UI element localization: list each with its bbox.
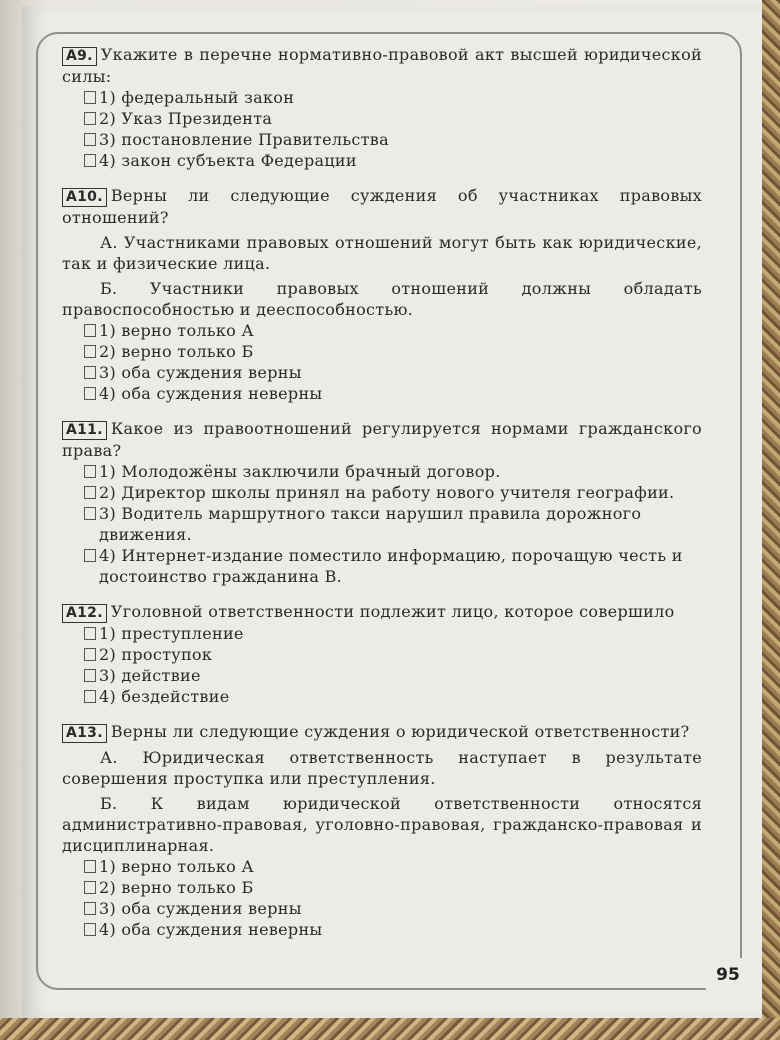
- page-number: 95: [706, 958, 750, 992]
- answer-option[interactable]: [84, 665, 702, 686]
- answer-option-label: 3) Водитель маршрутного такси нарушил правила дорожного движения.: [99, 504, 642, 544]
- checkbox-icon[interactable]: [84, 465, 96, 478]
- checkbox-icon[interactable]: [84, 648, 96, 661]
- checkbox-icon[interactable]: [84, 690, 96, 703]
- answer-option-label: 3) оба суждения верны: [99, 363, 302, 382]
- answer-option-label: 2) Директор школы принял на работу нового учителя географии.: [99, 483, 675, 502]
- checkbox-icon[interactable]: [84, 507, 96, 520]
- checkbox-icon[interactable]: [84, 154, 96, 167]
- answer-option[interactable]: [84, 623, 702, 644]
- judgement-statement: А. Участниками правовых отношений могут быть как юридические, так и физические лица.: [62, 233, 702, 273]
- answer-option[interactable]: [84, 644, 702, 665]
- checkbox-icon[interactable]: [84, 345, 96, 358]
- answer-option[interactable]: [84, 686, 702, 707]
- question-number-badge: A11.: [62, 421, 107, 440]
- question-block: [62, 601, 702, 707]
- answer-option[interactable]: [84, 856, 702, 877]
- checkbox-icon[interactable]: [84, 881, 96, 894]
- question-prompt: Какое из правоотношений регулируется нормами гражданского права?: [62, 419, 702, 460]
- question-text: [62, 601, 702, 623]
- checkbox-icon[interactable]: [84, 669, 96, 682]
- answer-option-label: 4) оба суждения неверны: [99, 384, 323, 403]
- judgement-statement: Б. Участники правовых отношений должны обладать правоспособностью и дееспособностью.: [62, 279, 702, 319]
- checkbox-icon[interactable]: [84, 387, 96, 400]
- answer-option-label: 3) оба суждения верны: [99, 899, 302, 918]
- question-text: [62, 418, 702, 461]
- checkbox-icon[interactable]: [84, 112, 96, 125]
- checkbox-icon[interactable]: [84, 923, 96, 936]
- answer-option-label: 1) верно только А: [99, 857, 254, 876]
- question-block: [62, 418, 702, 587]
- answer-option[interactable]: [84, 320, 702, 341]
- question-number-badge: A10.: [62, 188, 107, 207]
- checkbox-icon[interactable]: [84, 860, 96, 873]
- answer-option-label: 4) Интернет-издание поместило информацию, порочащую честь и достоинство гражданина В.: [99, 546, 683, 586]
- answer-option[interactable]: [84, 129, 702, 150]
- answer-option-label: 1) верно только А: [99, 321, 254, 340]
- answer-option[interactable]: [84, 150, 702, 171]
- question-number-badge: A9.: [62, 47, 97, 66]
- answer-option-label: 4) закон субъекта Федерации: [99, 151, 357, 170]
- question-text: [62, 721, 702, 743]
- carpet-edge-bottom: [0, 1018, 780, 1040]
- checkbox-icon[interactable]: [84, 366, 96, 379]
- answer-option[interactable]: [84, 461, 702, 482]
- answer-option-label: 1) Молодожёны заключили брачный договор.: [99, 462, 501, 481]
- checkbox-icon[interactable]: [84, 627, 96, 640]
- answer-option[interactable]: [84, 503, 702, 545]
- answer-option[interactable]: [84, 383, 702, 404]
- question-prompt: Верны ли следующие суждения об участниках правовых отношений?: [62, 186, 702, 227]
- question-prompt: Уголовной ответственности подлежит лицо, которое совершило: [110, 602, 675, 621]
- checkbox-icon[interactable]: [84, 902, 96, 915]
- checkbox-icon[interactable]: [84, 324, 96, 337]
- judgement-statement: А. Юридическая ответственность наступает в результате совершения проступка или преступления.: [62, 748, 702, 788]
- answer-option[interactable]: [84, 898, 702, 919]
- judgement-statement: Б. К видам юридической ответственности относятся административно-правовая, уголовно-правовая, гражданско-правовая и дисциплинарная.: [62, 794, 702, 855]
- question-block: [62, 721, 702, 940]
- answer-option[interactable]: [84, 87, 702, 108]
- answer-option[interactable]: [84, 545, 702, 587]
- answer-option[interactable]: [84, 108, 702, 129]
- answer-option[interactable]: [84, 341, 702, 362]
- question-text: [62, 185, 702, 228]
- answer-option[interactable]: [84, 919, 702, 940]
- question-text: [62, 44, 702, 87]
- answer-option-label: 1) преступление: [99, 624, 244, 643]
- answer-option-label: 3) постановление Правительства: [99, 130, 389, 149]
- questions-list: [62, 44, 702, 954]
- answer-option-label: 2) проступок: [99, 645, 213, 664]
- question-number-badge: A12.: [62, 604, 107, 623]
- question-number-badge: A13.: [62, 724, 107, 743]
- checkbox-icon[interactable]: [84, 91, 96, 104]
- question-block: [62, 185, 702, 404]
- checkbox-icon[interactable]: [84, 486, 96, 499]
- question-prompt: Укажите в перечне нормативно-правовой акт высшей юридической силы:: [62, 45, 702, 86]
- answer-option-label: 4) оба суждения неверны: [99, 920, 323, 939]
- answer-option[interactable]: [84, 362, 702, 383]
- answer-option-label: 2) верно только Б: [99, 342, 254, 361]
- checkbox-icon[interactable]: [84, 133, 96, 146]
- answer-option-label: 2) Указ Президента: [99, 109, 273, 128]
- carpet-edge-right: [762, 0, 780, 1040]
- answer-option-label: 4) бездействие: [99, 687, 230, 706]
- answer-option[interactable]: [84, 877, 702, 898]
- answer-option-label: 1) федеральный закон: [99, 88, 295, 107]
- question-block: [62, 44, 702, 171]
- answer-option-label: 2) верно только Б: [99, 878, 254, 897]
- question-prompt: Верны ли следующие суждения о юридической ответственности?: [110, 722, 690, 741]
- answer-option-label: 3) действие: [99, 666, 201, 685]
- checkbox-icon[interactable]: [84, 549, 96, 562]
- answer-option[interactable]: [84, 482, 702, 503]
